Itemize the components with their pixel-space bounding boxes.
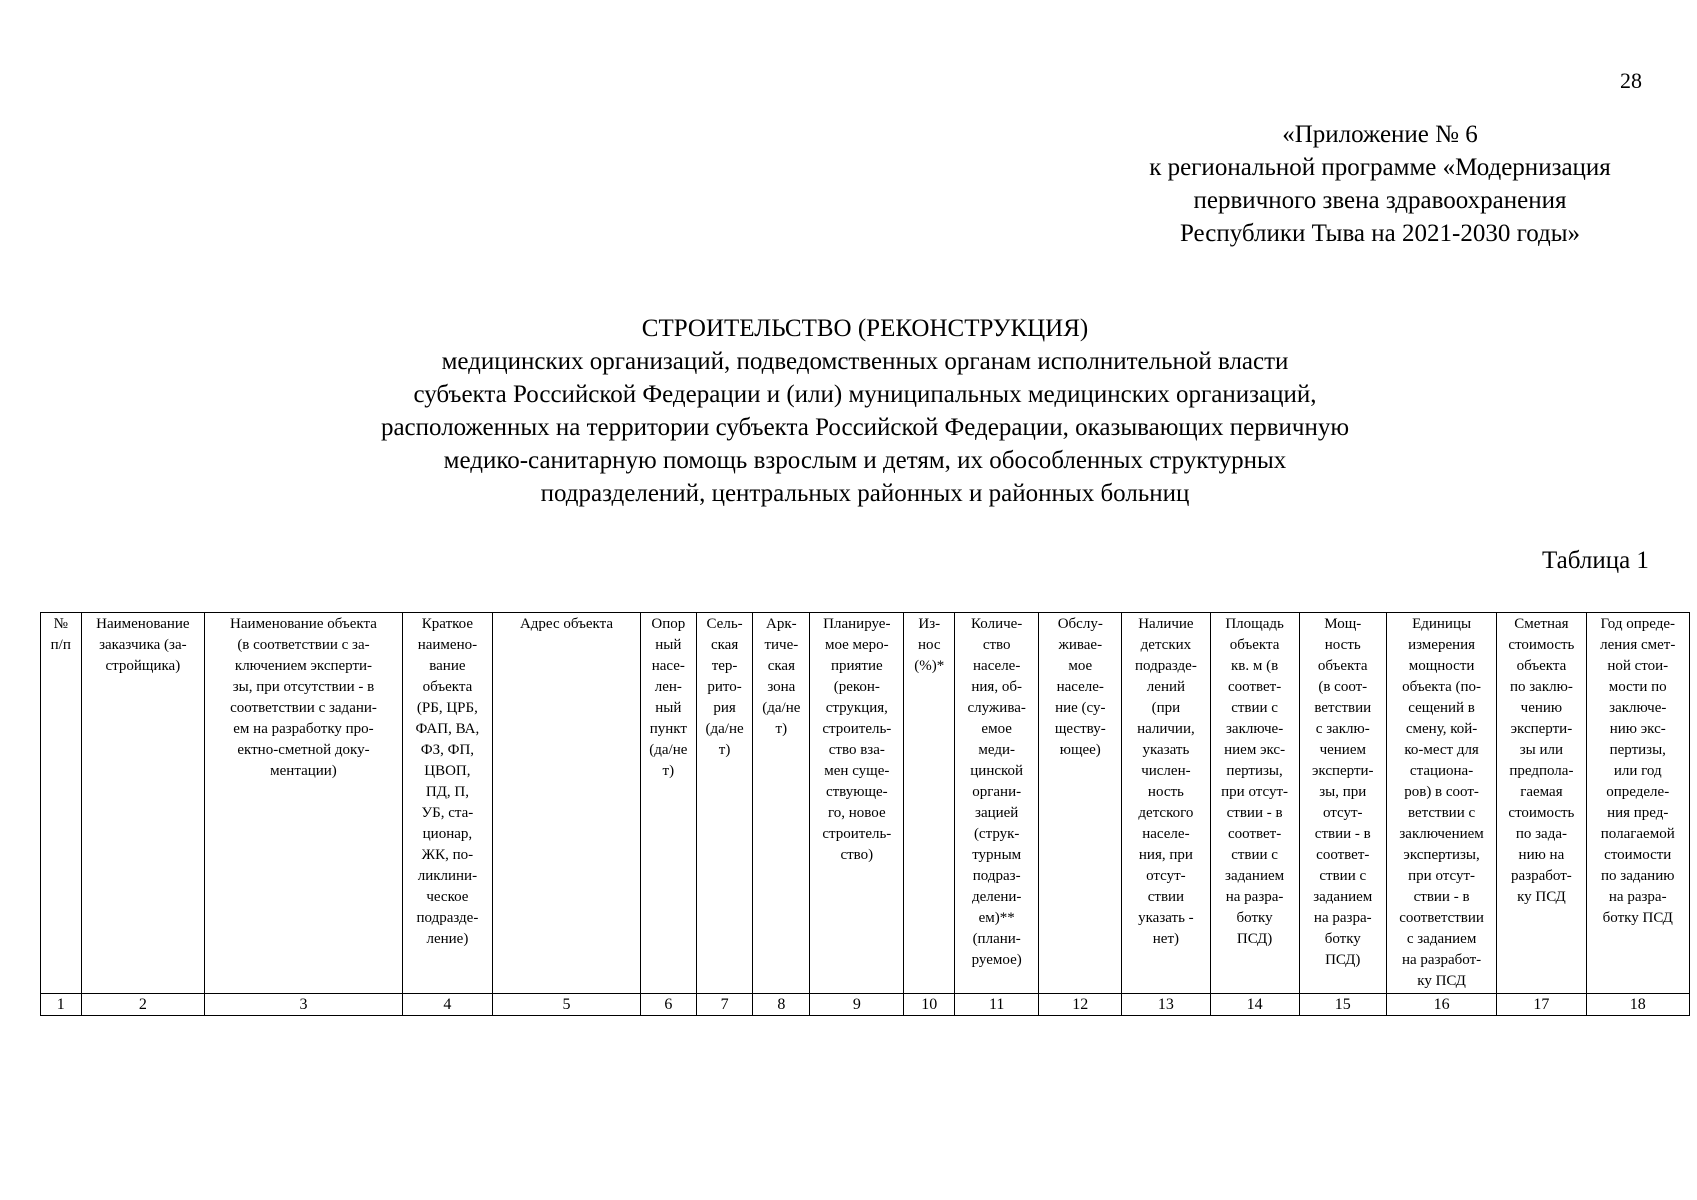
appendix-header	[1110, 118, 1650, 250]
appendix-line: Республики Тыва на 2021-2030 годы»	[1179, 220, 1581, 247]
construction-table	[40, 612, 1690, 1016]
header-col-11: Количе- ство населе- ния, об- служива- емое меди- цинской органи- зацией (струк- турным подраз- делени- ем)** (плани- руемое)	[955, 613, 1039, 994]
column-number: 11	[955, 994, 1039, 1016]
appendix-line: к региональной программе «Модернизация	[1149, 154, 1611, 181]
appendix-line: первичного звена здравоохранения	[1193, 187, 1567, 214]
column-number: 8	[753, 994, 810, 1016]
column-number: 17	[1497, 994, 1586, 1016]
column-number: 15	[1299, 994, 1386, 1016]
table-label: Таблица 1	[1542, 547, 1649, 574]
header-col-10: Из- нос (%)*	[904, 613, 955, 994]
column-number: 13	[1122, 994, 1210, 1016]
header-col-7: Сель- ская тер- рито- рия (да/не т)	[696, 613, 753, 994]
document-title	[200, 312, 1530, 510]
header-col-1: № п/п	[41, 613, 82, 994]
header-col-4: Краткое наимено- вание объекта (РБ, ЦРБ, ФАП, ВА, ФЗ, ФП, ЦВОП, ПД, П, УБ, ста- ционар, ЖК, по- ликлини- ческое подразде- ление)	[402, 613, 492, 994]
header-col-18: Год опреде- ления смет- ной стои- мости по заключе- нию экс- пертизы, или год определе- ния пред- полагаемой стоимости по заданию на разра- ботку ПСД	[1586, 613, 1690, 994]
header-col-14: Площадь объекта кв. м (в соответ- ствии с заключе- нием экс- пертизы, при отсут- ствии - в соответ- ствии с заданием на разра- ботку ПСД)	[1210, 613, 1299, 994]
table-header-row	[41, 613, 1690, 994]
header-col-16: Единицы измерения мощности объекта (по- сещений в смену, кой- ко-мест для стациона- ров) в соот- ветствии с заключением экспертизы, при отсут- ствии - в соответствии с заданием на разработ- ку ПСД	[1386, 613, 1496, 994]
column-number: 3	[205, 994, 403, 1016]
column-number: 12	[1039, 994, 1122, 1016]
column-number: 9	[810, 994, 904, 1016]
column-number: 14	[1210, 994, 1299, 1016]
header-col-3: Наименование объекта (в соответствии с за- ключением эксперти- зы, при отсутствии - в соответствии с задани- ем на разработку про- ектно-сметной доку- ментации)	[205, 613, 403, 994]
header-col-2: Наименование заказчика (за- стройщика)	[81, 613, 205, 994]
title-heading: СТРОИТЕЛЬСТВО (РЕКОНСТРУКЦИЯ)	[641, 315, 1089, 342]
header-col-6: Опор ный насе- лен- ный пункт (да/не т)	[640, 613, 696, 994]
title-line: субъекта Российской Федерации и (или) муниципальных медицинских организаций,	[413, 381, 1317, 408]
title-line: подразделений, центральных районных и районных больниц	[540, 480, 1190, 507]
page-number: 28	[1620, 68, 1642, 93]
column-number: 4	[402, 994, 492, 1016]
header-col-17: Сметная стоимость объекта по заклю- чению эксперти- зы или предпола- гаемая стоимость по зада- нию на разработ- ку ПСД	[1497, 613, 1586, 994]
column-number: 16	[1386, 994, 1496, 1016]
header-col-9: Планируе- мое меро- приятие (рекон- струкция, строитель- ство вза- мен суще- ствующе- го, новое строитель- ство)	[810, 613, 904, 994]
title-line: расположенных на территории субъекта Российской Федерации, оказывающих первичную	[380, 414, 1350, 441]
header-col-12: Обслу- живае- мое населе- ние (су- ществу- ющее)	[1039, 613, 1122, 994]
appendix-line: «Приложение № 6	[1282, 121, 1478, 148]
title-line: медико-санитарную помощь взрослым и детям, их обособленных структурных	[443, 447, 1287, 474]
column-number: 18	[1586, 994, 1690, 1016]
column-number: 1	[41, 994, 82, 1016]
column-number: 6	[640, 994, 696, 1016]
header-col-8: Арк- тиче- ская зона (да/не т)	[753, 613, 810, 994]
header-col-13: Наличие детских подразде- лений (при наличии, указать числен- ность детского населе- ния, при отсут- ствии указать - нет)	[1122, 613, 1210, 994]
column-number-row	[41, 994, 1690, 1016]
column-number: 5	[493, 994, 641, 1016]
header-col-15: Мощ- ность объекта (в соот- ветствии с заклю- чением эксперти- зы, при отсут- ствии - в соответ- ствии с заданием на разра- ботку ПСД)	[1299, 613, 1386, 994]
column-number: 10	[904, 994, 955, 1016]
column-number: 2	[81, 994, 205, 1016]
header-col-5: Адрес объекта	[493, 613, 641, 994]
column-number: 7	[696, 994, 753, 1016]
title-line: медицинских организаций, подведомственных органам исполнительной власти	[441, 348, 1289, 375]
